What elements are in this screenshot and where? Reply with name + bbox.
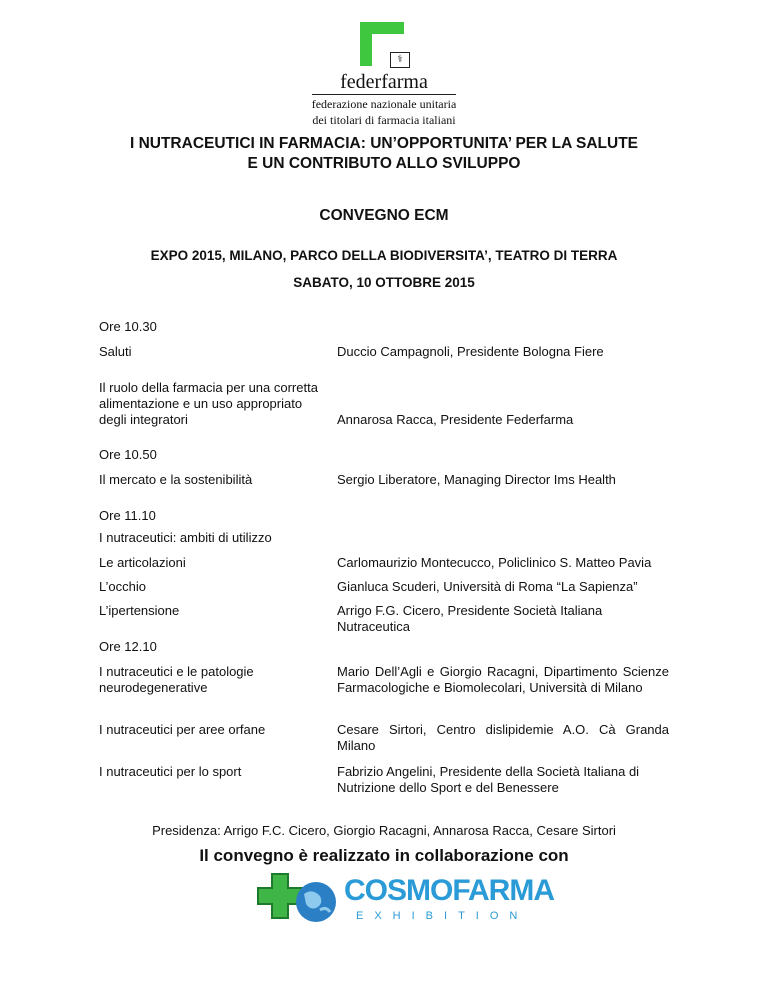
brand-name: federfarma	[340, 71, 428, 93]
topic-mercato: Il mercato e la sostenibilità	[99, 472, 253, 487]
cosmofarma-logo	[254, 870, 554, 930]
topic-ruolo-1: Il ruolo della farmacia per una corretta	[99, 380, 318, 395]
topic-ruolo-2: alimentazione e un uso appropriato	[99, 396, 303, 411]
topic-orfane: I nutraceutici per aree orfane	[99, 722, 266, 737]
speaker-neuro: Mario Dell’Agli e Giorgio Racagni, Dipartimento Scienze Farmacologiche e Biomolecolari, Università di Milano	[337, 664, 669, 695]
topic-sport: I nutraceutici per lo sport	[99, 764, 242, 779]
title-line-1: I NUTRACEUTICI IN FARMACIA: UN’OPPORTUNITA’ PER LA SALUTE	[129, 135, 639, 152]
time-1030: Ore 10.30	[99, 319, 157, 334]
time-1110: Ore 11.10	[99, 508, 156, 523]
brand-subtitle-2: dei titolari di farmacia italiani	[312, 113, 456, 127]
title-line-2: E UN CONTRIBUTO ALLO SVILUPPO	[247, 155, 521, 172]
speaker-orfane: Cesare Sirtori, Centro dislipidemie A.O. Cà Granda Milano	[337, 722, 669, 753]
speaker-sport-1: Fabrizio Angelini, Presidente della Società Italiana di	[337, 764, 640, 779]
topic-articolazioni: Le articolazioni	[99, 555, 186, 570]
federfarma-mark-icon: ⚕	[360, 22, 408, 66]
brand-subtitle-1: federazione nazionale unitaria	[312, 94, 457, 111]
event-date: SABATO, 10 OTTOBRE 2015	[293, 275, 475, 290]
speaker-sport-2: Nutrizione dello Sport e del Benessere	[337, 780, 559, 795]
topic-ipertensione: L’ipertensione	[99, 603, 180, 618]
time-1210: Ore 12.10	[99, 639, 157, 654]
topic-neuro-1: I nutraceutici e le patologie	[99, 664, 254, 679]
cosmofarma-cross-globe-icon	[254, 870, 344, 930]
location: EXPO 2015, MILANO, PARCO DELLA BIODIVERSITA’, TEATRO DI TERRA	[150, 248, 618, 263]
topic-ruolo-3: degli integratori	[99, 412, 188, 427]
topic-saluti: Saluti	[99, 344, 132, 359]
speaker-ipertensione-1: Arrigo F.G. Cicero, Presidente Società Italiana	[337, 603, 603, 618]
convegno-heading: CONVEGNO ECM	[319, 207, 449, 224]
topic-neuro-2: neurodegenerative	[99, 680, 208, 695]
collaboration-heading: Il convegno è realizzato in collaborazione con	[199, 846, 569, 865]
speaker-articolazioni: Carlomaurizio Montecucco, Policlinico S. Matteo Pavia	[337, 555, 652, 570]
speaker-occhio: Gianluca Scuderi, Università di Roma “La Sapienza”	[337, 579, 638, 594]
speaker-ipertensione-2: Nutraceutica	[337, 619, 410, 634]
federfarma-logo	[0, 22, 768, 127]
topic-ambiti: I nutraceutici: ambiti di utilizzo	[99, 530, 272, 545]
cosmofarma-wordmark: COSMOFARMA	[344, 874, 554, 907]
presidenza: Presidenza: Arrigo F.C. Cicero, Giorgio Racagni, Annarosa Racca, Cesare Sirtori	[152, 823, 616, 838]
cosmofarma-exhibition: EXHIBITION	[356, 910, 529, 922]
speaker-saluti: Duccio Campagnoli, Presidente Bologna Fiere	[337, 344, 604, 359]
time-1050: Ore 10.50	[99, 447, 157, 462]
topic-occhio: L’occhio	[99, 579, 146, 594]
speaker-mercato: Sergio Liberatore, Managing Director Ims Health	[337, 472, 616, 487]
speaker-ruolo: Annarosa Racca, Presidente Federfarma	[337, 412, 574, 427]
